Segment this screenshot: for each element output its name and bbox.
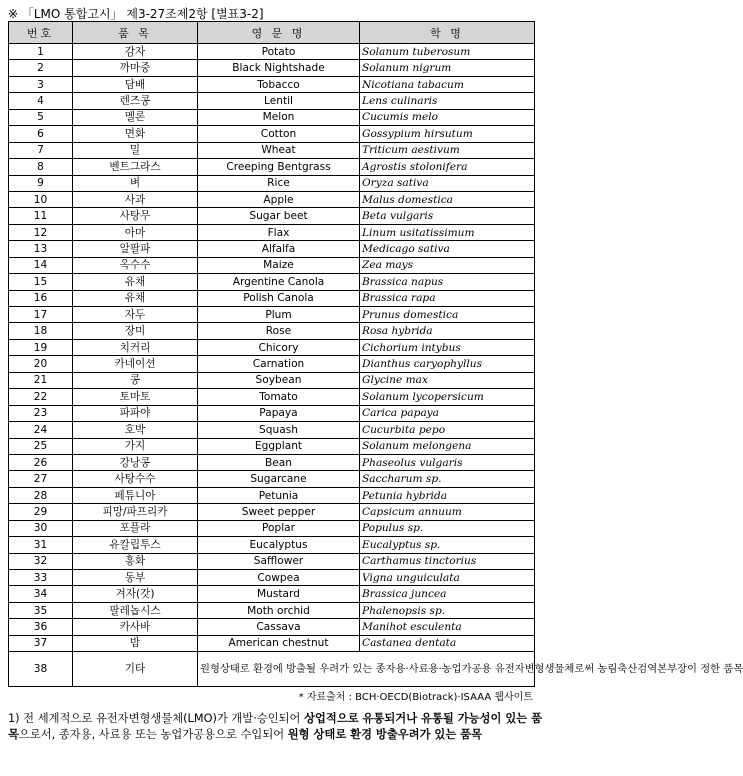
cell-english-name: Eucalyptus (198, 537, 360, 553)
cell-english-name: Cotton (198, 126, 360, 142)
cell-scientific-name: Cichorium intybus (360, 339, 535, 355)
cell-number: 32 (9, 553, 73, 569)
cell-number: 35 (9, 602, 73, 618)
cell-english-name: Cowpea (198, 570, 360, 586)
cell-english-name: Tobacco (198, 76, 360, 92)
cell-number: 26 (9, 454, 73, 470)
cell-scientific-name: Rosa hybrida (360, 323, 535, 339)
cell-english-name: Black Nightshade (198, 60, 360, 76)
cell-scientific-name: Glycine max (360, 372, 535, 388)
footnote-bold-1: 상업적으로 유통되거나 유통될 가능성이 있는 품목 (8, 712, 542, 741)
cell-number: 38 (9, 652, 73, 687)
cell-item: 호박 (73, 422, 198, 438)
cell-scientific-name: Malus domestica (360, 191, 535, 207)
cell-english-name: Wheat (198, 142, 360, 158)
table-row (9, 372, 535, 388)
cell-english-name: Tomato (198, 389, 360, 405)
cell-scientific-name: Castanea dentata (360, 635, 535, 651)
table-row (9, 274, 535, 290)
cell-english-name: Plum (198, 307, 360, 323)
cell-scientific-name: Vigna unguiculata (360, 570, 535, 586)
cell-scientific-name: Triticum aestivum (360, 142, 535, 158)
cell-scientific-name: Cucurbita pepo (360, 422, 535, 438)
cell-scientific-name: Carica papaya (360, 405, 535, 421)
table-row (9, 126, 535, 142)
cell-number: 1 (9, 44, 73, 60)
table-row (9, 93, 535, 109)
cell-item: 면화 (73, 126, 198, 142)
cell-number: 6 (9, 126, 73, 142)
cell-item: 치커리 (73, 339, 198, 355)
cell-item: 렌즈콩 (73, 93, 198, 109)
cell-number: 9 (9, 175, 73, 191)
cell-scientific-name: Oryza sativa (360, 175, 535, 191)
header-item: 품 목 (73, 22, 198, 44)
cell-number: 22 (9, 389, 73, 405)
table-row (9, 44, 535, 60)
cell-scientific-name: Solanum lycopersicum (360, 389, 535, 405)
table-row (9, 570, 535, 586)
cell-number: 4 (9, 93, 73, 109)
cell-item: 사탕수수 (73, 471, 198, 487)
cell-english-name: Cassava (198, 619, 360, 635)
cell-scientific-name: Lens culinaris (360, 93, 535, 109)
cell-item: 포플라 (73, 520, 198, 536)
cell-number: 16 (9, 290, 73, 306)
cell-scientific-name: Carthamus tinctorius (360, 553, 535, 569)
table-row (9, 60, 535, 76)
cell-english-name: Rose (198, 323, 360, 339)
cell-scientific-name: Brassica napus (360, 274, 535, 290)
cell-english-name: Potato (198, 44, 360, 60)
table-row (9, 290, 535, 306)
cell-item: 벼 (73, 175, 198, 191)
table-row (9, 586, 535, 602)
cell-english-name: Maize (198, 257, 360, 273)
cell-number: 29 (9, 504, 73, 520)
table-row (9, 602, 535, 618)
cell-english-name: Chicory (198, 339, 360, 355)
cell-number: 13 (9, 241, 73, 257)
cell-number: 24 (9, 422, 73, 438)
cell-item: 페튜니아 (73, 487, 198, 503)
cell-scientific-name: Populus sp. (360, 520, 535, 536)
cell-english-name: Soybean (198, 372, 360, 388)
header-english-name: 영 문 명 (198, 22, 360, 44)
cell-scientific-name: Solanum tuberosum (360, 44, 535, 60)
table-row (9, 356, 535, 372)
cell-item: 밀 (73, 142, 198, 158)
table-row (9, 76, 535, 92)
table-row (9, 553, 535, 569)
cell-number: 30 (9, 520, 73, 536)
source-note: * 자료출처 : BCH·OECD(Biotrack)·ISAAA 웹사이트 (298, 692, 533, 703)
cell-item: 홍화 (73, 553, 198, 569)
table-row (9, 142, 535, 158)
cell-english-name: Flax (198, 224, 360, 240)
cell-english-name: Moth orchid (198, 602, 360, 618)
cell-item: 멜론 (73, 109, 198, 125)
lmo-crop-table (8, 21, 743, 687)
cell-number: 5 (9, 109, 73, 125)
cell-english-name: Petunia (198, 487, 360, 503)
cell-english-name: Polish Canola (198, 290, 360, 306)
cell-english-name: Melon (198, 109, 360, 125)
cell-item: 사탕무 (73, 208, 198, 224)
cell-item: 피망/파프리카 (73, 504, 198, 520)
cell-item: 유채 (73, 274, 198, 290)
cell-item: 옥수수 (73, 257, 198, 273)
table-row (9, 471, 535, 487)
table-row (9, 159, 535, 175)
cell-scientific-name: Medicago sativa (360, 241, 535, 257)
cell-scientific-name: Cucumis melo (360, 109, 535, 125)
cell-item: 기타 (73, 652, 198, 687)
table-row (9, 257, 535, 273)
cell-english-name: Sugarcane (198, 471, 360, 487)
cell-scientific-name: Solanum nigrum (360, 60, 535, 76)
footnote-prefix: 1) 전 세계적으로 유전자변형생물체(LMO)가 개발·승인되어 (8, 712, 305, 725)
cell-english-name: American chestnut (198, 635, 360, 651)
cell-number: 34 (9, 586, 73, 602)
cell-number: 27 (9, 471, 73, 487)
table-row (9, 454, 535, 470)
cell-english-name: Eggplant (198, 438, 360, 454)
cell-scientific-name: Brassica juncea (360, 586, 535, 602)
table-row-other (9, 652, 535, 687)
cell-scientific-name: Manihot esculenta (360, 619, 535, 635)
table-row (9, 339, 535, 355)
cell-item: 벤트그라스 (73, 159, 198, 175)
footnote-middle: 으로서, 종자용, 사료용 또는 농업가공용으로 수입되어 (18, 728, 288, 741)
cell-scientific-name: Zea mays (360, 257, 535, 273)
cell-english-name: Bean (198, 454, 360, 470)
cell-english-name: Mustard (198, 586, 360, 602)
cell-item: 팔레놉시스 (73, 602, 198, 618)
table-row (9, 208, 535, 224)
cell-item: 담배 (73, 76, 198, 92)
table-row (9, 175, 535, 191)
cell-item: 강낭콩 (73, 454, 198, 470)
cell-english-name: Safflower (198, 553, 360, 569)
cell-item: 콩 (73, 372, 198, 388)
cell-scientific-name: Nicotiana tabacum (360, 76, 535, 92)
cell-number: 14 (9, 257, 73, 273)
table-row (9, 504, 535, 520)
cell-item: 밤 (73, 635, 198, 651)
cell-number: 36 (9, 619, 73, 635)
cell-scientific-name: Capsicum annuum (360, 504, 535, 520)
cell-item: 카네이션 (73, 356, 198, 372)
table-row (9, 307, 535, 323)
table-row (9, 422, 535, 438)
cell-number: 33 (9, 570, 73, 586)
table-header-row (9, 22, 535, 44)
cell-scientific-name: Gossypium hirsutum (360, 126, 535, 142)
table-row (9, 520, 535, 536)
footnote (8, 711, 542, 743)
cell-item: 겨자(갓) (73, 586, 198, 602)
cell-english-name: Sweet pepper (198, 504, 360, 520)
cell-item: 자두 (73, 307, 198, 323)
cell-scientific-name: Phalenopsis sp. (360, 602, 535, 618)
cell-number: 12 (9, 224, 73, 240)
cell-number: 20 (9, 356, 73, 372)
table-row (9, 389, 535, 405)
cell-item: 장미 (73, 323, 198, 339)
cell-item: 아마 (73, 224, 198, 240)
header-scientific-name: 학 명 (360, 22, 535, 44)
cell-english-name: Argentine Canola (198, 274, 360, 290)
cell-item: 토마토 (73, 389, 198, 405)
cell-english-name: Poplar (198, 520, 360, 536)
table-row (9, 537, 535, 553)
cell-scientific-name: Brassica rapa (360, 290, 535, 306)
cell-scientific-name: Beta vulgaris (360, 208, 535, 224)
cell-number: 17 (9, 307, 73, 323)
page-heading: ※ 「LMO 통합고시」 제3-27조제2항 [별표3-2] (8, 7, 264, 21)
cell-scientific-name: Dianthus caryophyllus (360, 356, 535, 372)
cell-scientific-name: Phaseolus vulgaris (360, 454, 535, 470)
cell-number: 2 (9, 60, 73, 76)
cell-scientific-name: Prunus domestica (360, 307, 535, 323)
cell-number: 8 (9, 159, 73, 175)
table-row (9, 224, 535, 240)
table-row (9, 109, 535, 125)
cell-english-name: Rice (198, 175, 360, 191)
table-row (9, 241, 535, 257)
cell-item: 카사바 (73, 619, 198, 635)
cell-item: 동부 (73, 570, 198, 586)
cell-number: 28 (9, 487, 73, 503)
header-number: 번호 (9, 22, 73, 44)
cell-item: 유채 (73, 290, 198, 306)
cell-number: 10 (9, 191, 73, 207)
table-row (9, 619, 535, 635)
cell-english-name: Squash (198, 422, 360, 438)
table-row (9, 191, 535, 207)
cell-item: 파파야 (73, 405, 198, 421)
cell-scientific-name: Solanum melongena (360, 438, 535, 454)
cell-number: 7 (9, 142, 73, 158)
cell-item: 알팔파 (73, 241, 198, 257)
cell-number: 21 (9, 372, 73, 388)
cell-english-name: Lentil (198, 93, 360, 109)
cell-number: 18 (9, 323, 73, 339)
cell-item: 가지 (73, 438, 198, 454)
cell-number: 19 (9, 339, 73, 355)
table-body (9, 44, 535, 652)
cell-scientific-name: Saccharum sp. (360, 471, 535, 487)
cell-item: 사과 (73, 191, 198, 207)
cell-english-name: Alfalfa (198, 241, 360, 257)
cell-other-note: 원형상태로 환경에 방출될 우려가 있는 종자용·사료용·농업가공용 유전자변형생물체로써 농림축산검역본부장이 정한 품목 (198, 652, 535, 687)
cell-english-name: Creeping Bentgrass (198, 159, 360, 175)
cell-number: 15 (9, 274, 73, 290)
table-row (9, 438, 535, 454)
cell-item: 까마중 (73, 60, 198, 76)
cell-number: 11 (9, 208, 73, 224)
cell-english-name: Sugar beet (198, 208, 360, 224)
cell-item: 유칼립투스 (73, 537, 198, 553)
cell-scientific-name: Linum usitatissimum (360, 224, 535, 240)
cell-item: 감자 (73, 44, 198, 60)
cell-number: 23 (9, 405, 73, 421)
cell-scientific-name: Agrostis stolonifera (360, 159, 535, 175)
cell-english-name: Apple (198, 191, 360, 207)
cell-english-name: Papaya (198, 405, 360, 421)
cell-english-name: Carnation (198, 356, 360, 372)
table-row (9, 405, 535, 421)
cell-number: 25 (9, 438, 73, 454)
cell-scientific-name: Eucalyptus sp. (360, 537, 535, 553)
cell-scientific-name: Petunia hybrida (360, 487, 535, 503)
footnote-bold-2: 원형 상태로 환경 방출우려가 있는 품목 (287, 728, 483, 741)
table-row (9, 635, 535, 651)
cell-number: 37 (9, 635, 73, 651)
cell-number: 31 (9, 537, 73, 553)
table-row (9, 323, 535, 339)
table-row (9, 487, 535, 503)
cell-number: 3 (9, 76, 73, 92)
